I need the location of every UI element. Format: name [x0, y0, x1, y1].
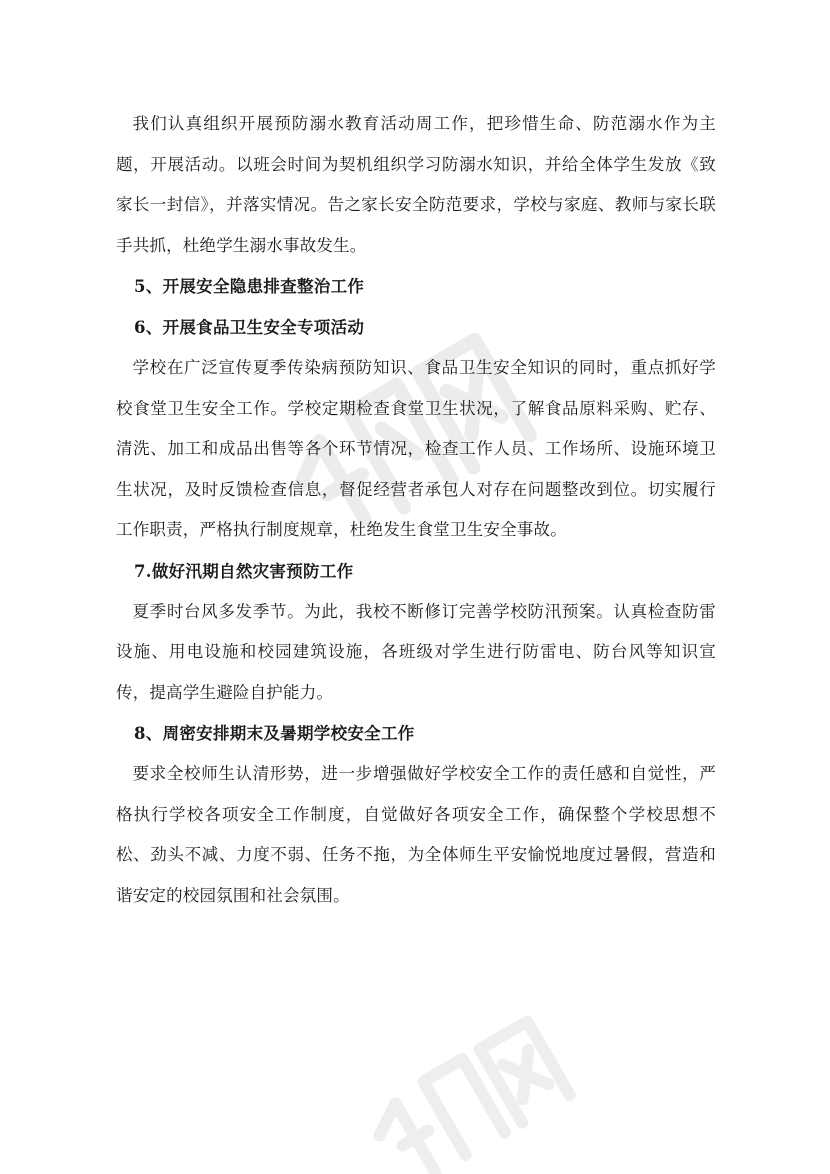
heading-flood-prevention: 7.做好汛期自然灾害预防工作 [134, 561, 354, 581]
heading-food-safety: 6、开展食品卫生安全专项活动 [134, 318, 365, 337]
watermark-logo-bottom [330, 1010, 590, 1174]
paragraph-summer-safety: 要求全校师生认清形势，进一步增强做好学校安全工作的责任感和自觉性，严格执行学校各项安全工作制度，自觉做好各项安全工作，确保整个学校思想不松、劲头不减、力度不弱、任务不拖，为全体师生平安愉悦地度过暑假，营造和谐安定的校园氛围和社会氛围。 [116, 764, 716, 905]
watermark-logo-graphic-bottom [330, 1010, 590, 1174]
paragraph-flood-prevention: 夏季时台风多发季节。为此，我校不断修订完善学校防汛预案。认真检查防雷设施、用电设施和校园建筑设施，各班级对学生进行防雷电、防台风等知识宣传，提高学生避险自护能力。 [116, 601, 716, 702]
heading-summer-safety: 8、周密安排期末及暑期学校安全工作 [134, 724, 415, 743]
document-body [116, 104, 716, 916]
paragraph-drowning-prevention: 我们认真组织开展预防溺水教育活动周工作，把珍惜生命、防范溺水作为主题，开展活动。以班会时间为契机组织学习防溺水知识，并给全体学生发放《致家长一封信》，并落实情况。告之家长安全防范要求，学校与家庭、教师与家长联手共抓，杜绝学生溺水事故发生。 [116, 114, 716, 255]
heading-hazard-inspection: 5、开展安全隐患排查整治工作 [134, 277, 365, 296]
paragraph-food-safety: 学校在广泛宣传夏季传染病预防知识、食品卫生安全知识的同时，重点抓好学校食堂卫生安全工作。学校定期检查食堂卫生状况，了解食品原料采购、贮存、清洗、加工和成品出售等各个环节情况，检查工作人员、工作场所、设施环境卫生状况，及时反馈检查信息，督促经营者承包人对存在问题整改到位。切实履行工作职责，严格执行制度规章，杜绝发生食堂卫生安全事故。 [116, 358, 716, 539]
